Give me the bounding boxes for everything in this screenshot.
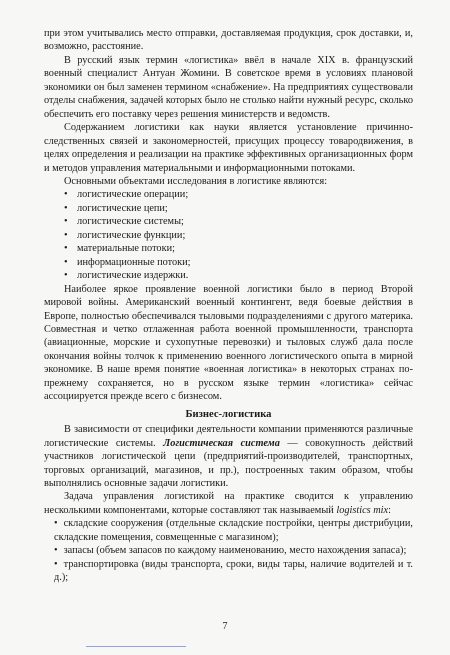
list-item: • логистические операции; (64, 188, 413, 201)
footer-rule (86, 646, 186, 647)
objects-list (44, 188, 413, 282)
paragraph-objects-intro: Основными объектами исследования в логистике являются: (64, 175, 328, 187)
list-item: • логистические системы; (64, 215, 413, 228)
list-item-text: транспортировка (виды транспорта, сроки, виды тары, наличие водителей и т. д.); (54, 558, 413, 584)
list-item: • информационные потоки; (64, 256, 413, 269)
paragraph-science-content: Содержанием логистики как науки является установление причинно-следственных связей и закономерностей, присущих процессу товародвижения, в целях определения и реализации на практике эффективных организационных форм и методов управления материальными и информационными потоками. (44, 122, 413, 174)
list-item: • материальные потоки; (64, 242, 413, 255)
bullet-icon: • (54, 518, 58, 530)
paragraph-text: Задача управления логистикой на практике сводится к управлению несколькими компонентами, которые составляют так называемый (44, 491, 413, 516)
section-title: Бизнес-логистика (185, 408, 272, 420)
mix-list-item (44, 544, 413, 557)
paragraph-logistics-mix (44, 490, 413, 517)
paragraph-text: : (388, 504, 391, 516)
paragraph-term-history: В русский язык термин «логистика» ввёл в начале XIX в. французский военный специалист Антуан Жомини. В советское время в условиях плановой экономики он был заменен термином «снабжение». На предприятиях существовали отделы снабжения, задачей которых было не столько найти нужный ресурс, сколько обеспечить его поставку через решения министерств и ведомств. (44, 54, 413, 120)
defined-term: Логистическая система (163, 437, 280, 449)
list-item-text: запасы (объем запасов по каждому наименованию, место нахождения запаса); (63, 545, 407, 557)
paragraph-text: В зависимости от специфики деятельности компании применяются различные логистические системы. (44, 424, 413, 449)
list-item: • логистические издержки. (64, 269, 413, 282)
list-item-text: складские сооружения (отдельные складские постройки, центры дистрибуции, складские помещения, совмещенные с магазином); (54, 518, 413, 543)
mix-list-item (44, 517, 413, 544)
paragraph-logistic-system (44, 423, 413, 490)
mix-list-item (44, 558, 413, 585)
paragraph-continuation: при этом учитывались место отправки, доставляемая продукция, срок доставки, и, возможно, расстояние. (44, 28, 413, 53)
page-number: 7 (222, 621, 228, 632)
foreign-term: logistics mix (336, 504, 389, 516)
bullet-icon: • (54, 545, 58, 557)
list-item: • логистические цепи; (64, 202, 413, 215)
list-item: • логистические функции; (64, 229, 413, 242)
bullet-icon: • (54, 558, 58, 570)
paragraph-text: — совокупность действий участников логистической цепи (предприятий-производителей, транспортных, торговых организаций, магазинов, и пр.), построенных таким образом, чтобы выполнялись основные задачи логистики. (44, 437, 413, 489)
paragraph-military-logistics: Наиболее яркое проявление военной логистики было в период Второй мировой войны. Американский военный контингент, ведя боевые действия в Европе, полностью обеспечивался тыловыми подразделениями с другого материка. Совместная и четко отлаженная работа военной промышленности, транспорта (авиационные, морские и сухопутные перевозки) и тыловых служб дала после окончания войны толчок к применению военного логистического опыта в мирной экономике. В наше время понятие «военная логистика» в некоторых странах по-прежнему сохраняется, но в русском языке термин «логистика» сейчас ассоциируется прежде всего с бизнесом. (44, 283, 413, 403)
